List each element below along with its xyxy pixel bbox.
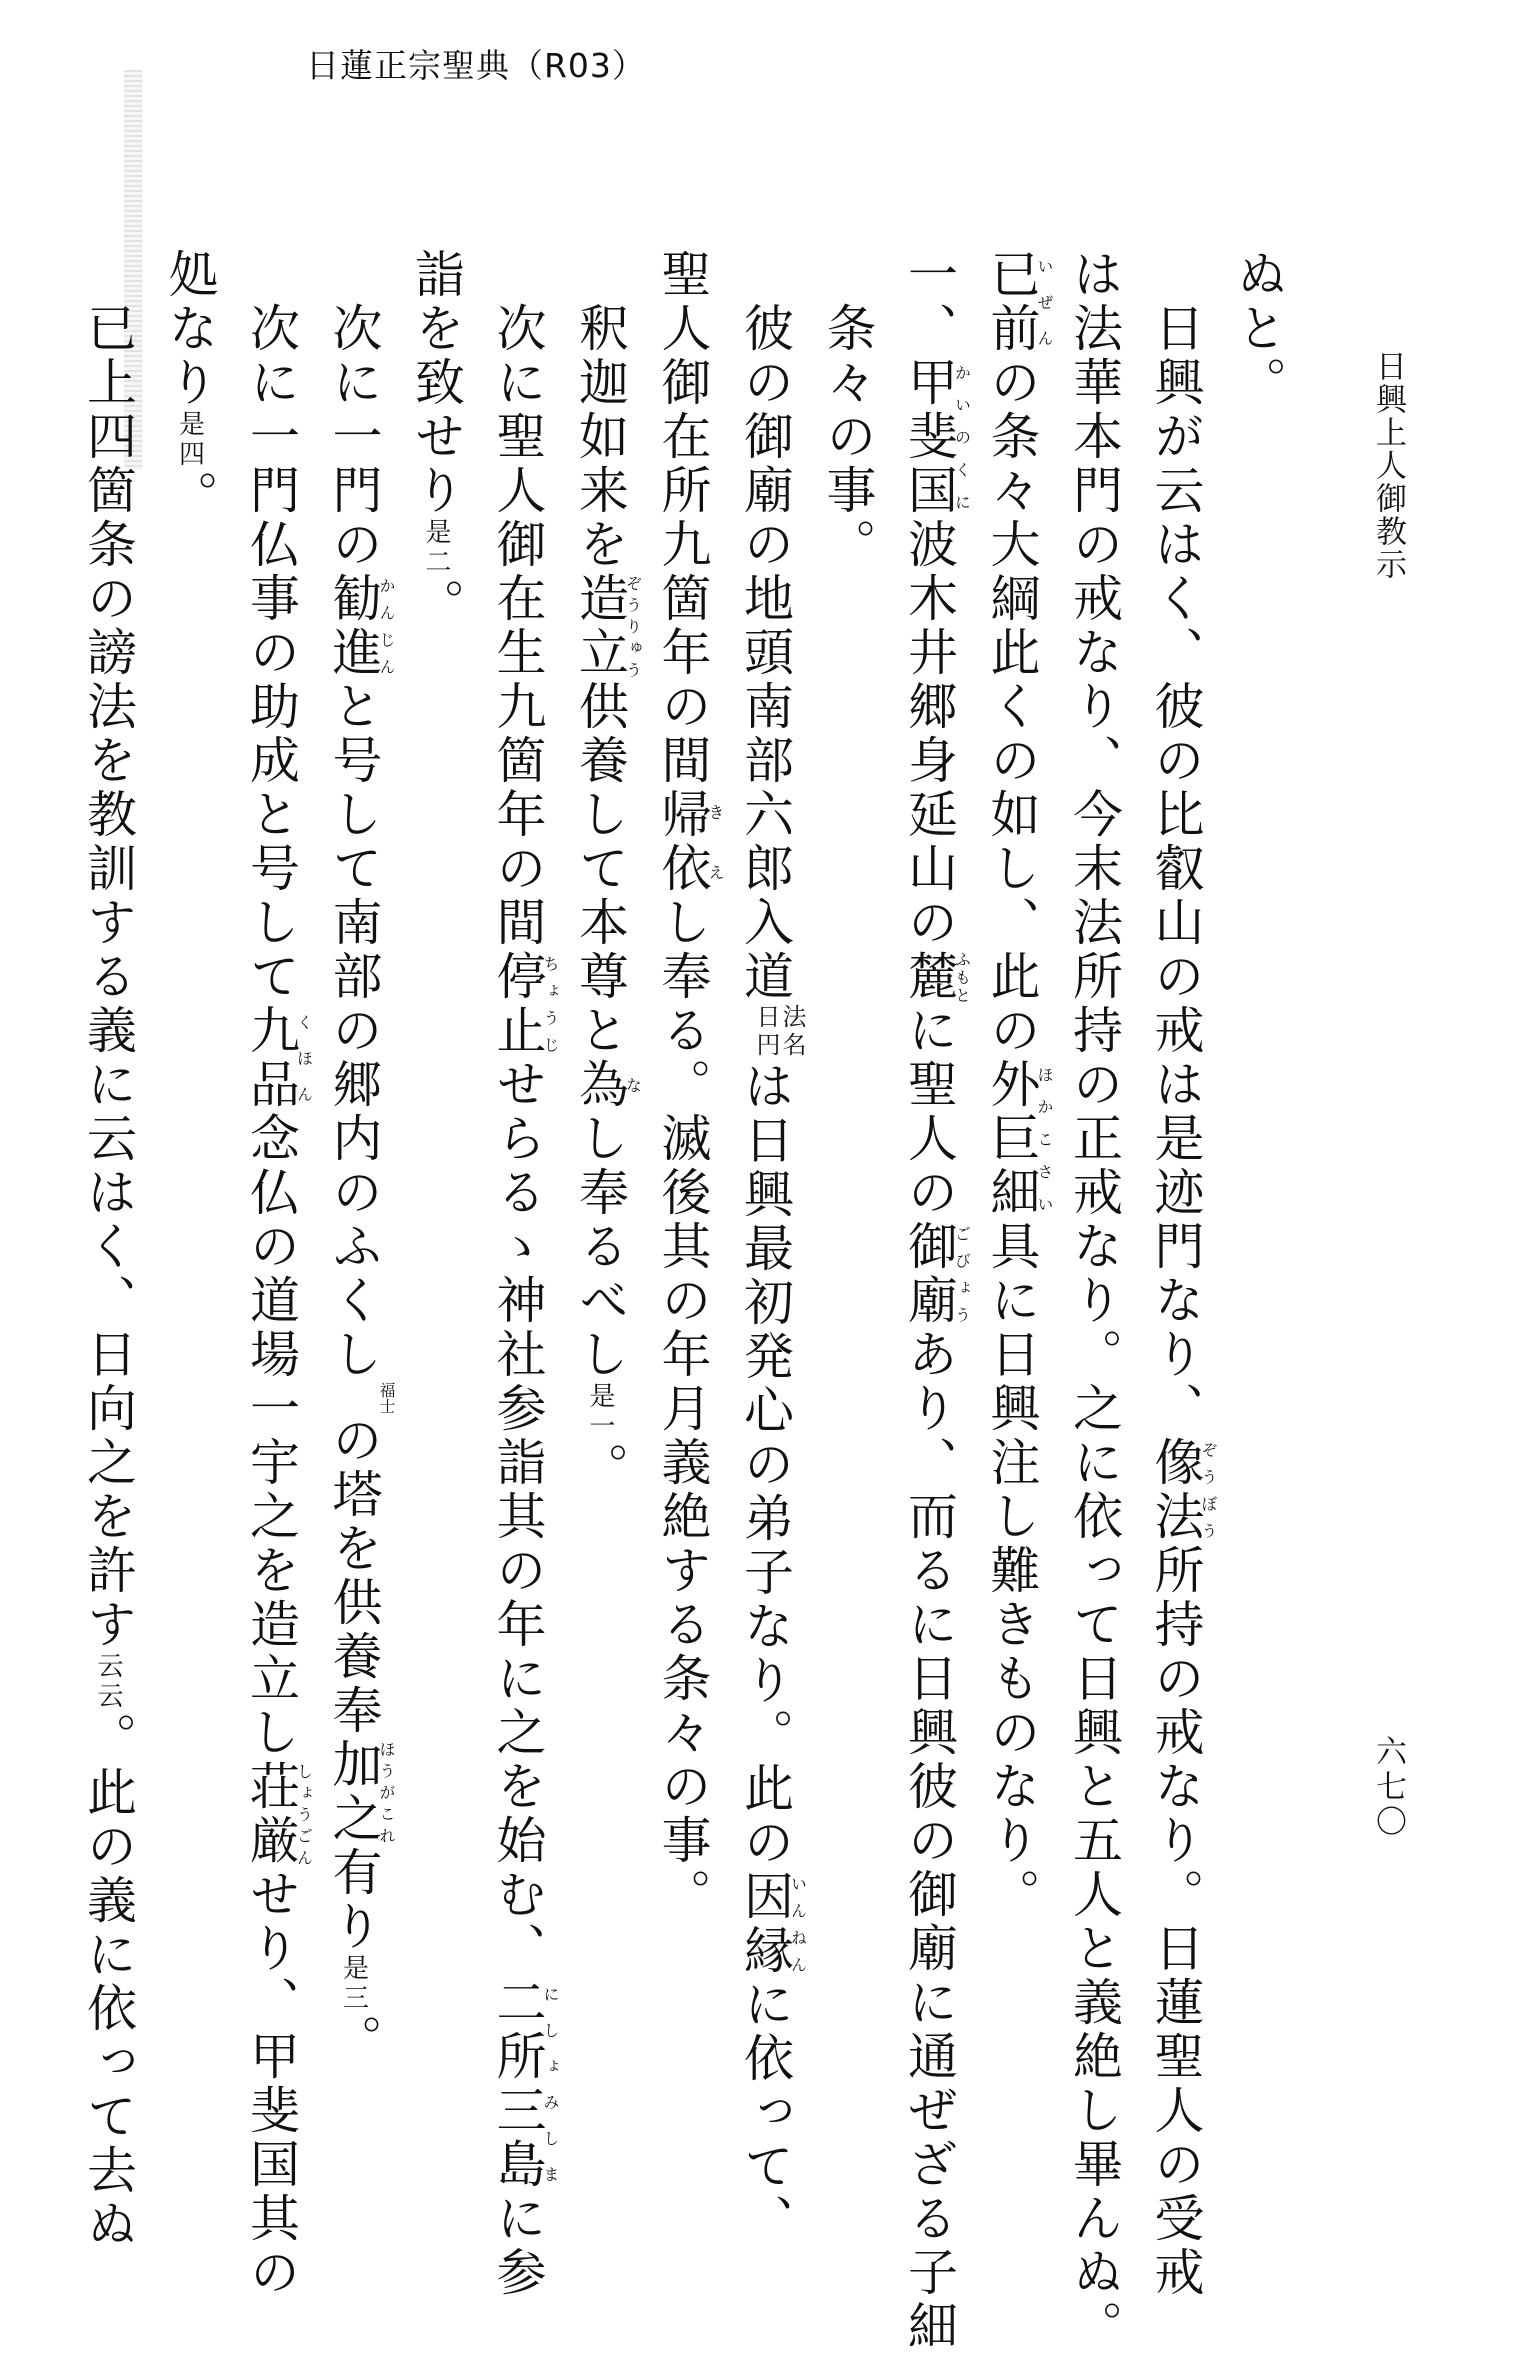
ruby-reading: ちょうじ	[541, 950, 560, 1058]
text-run: せり、甲斐国其の	[242, 1868, 300, 2300]
text-run: 供養して本尊と	[571, 680, 629, 1058]
ruby-text	[571, 1058, 643, 1112]
side-annotation-text: 福士	[377, 1382, 396, 1414]
ruby-base: 甲斐国	[900, 356, 958, 518]
ruby-text	[653, 788, 725, 896]
text-run: は日興最初発心の弟子なり。此の	[736, 1060, 794, 1870]
text-run: 次に一門の	[324, 302, 383, 572]
small-annotation: 云云	[93, 1652, 123, 1712]
text-run: 次に一門仏事の助成と号して	[242, 302, 300, 1004]
text-run: は法華本門の戒なり、今末法所持の正戒なり。之に依って日興と五人と義絶し畢んぬ。	[1065, 248, 1123, 2354]
text-line	[312, 248, 396, 2068]
text-run: せらるゝ神社参詣其の年に之を始む、	[488, 1058, 547, 1976]
inline-note-line: 日円	[752, 1004, 780, 1060]
text-line	[888, 248, 972, 2354]
text-line	[806, 248, 888, 2038]
text-run: 日興が云はく、彼の比叡山の戒は是迹門なり、	[1146, 302, 1205, 1436]
text-line	[559, 248, 642, 2038]
text-run: 所持の戒なり。日蓮聖人の受戒	[1146, 1544, 1205, 2300]
text-run: に参	[488, 2192, 547, 2300]
ruby-base: 為	[571, 1058, 629, 1112]
ruby-reading: しょうごん	[294, 1760, 314, 1868]
ruby-reading: いんねん	[788, 1870, 808, 1978]
text-line	[1217, 248, 1299, 2038]
ruby-reading: かんじん	[377, 572, 396, 680]
ruby-text	[900, 1220, 972, 1328]
ruby-base: 二所三島	[488, 1976, 547, 2192]
ruby-reading: ぞうぼう	[1199, 1436, 1218, 1544]
text-line	[1134, 248, 1218, 2300]
text-run: の条々大綱此くの如し、此の	[982, 356, 1041, 1058]
text-run: ぬと。	[1229, 248, 1287, 410]
ruby-reading: きえ	[706, 788, 725, 896]
text-run: 処なり	[160, 248, 219, 410]
inline-note	[753, 1004, 805, 1060]
text-run: あり、而るに日興彼の御廟に通ぜざる子細	[900, 1328, 958, 2354]
text-line	[395, 248, 477, 2038]
ruby-base: 麓	[900, 950, 958, 1004]
ruby-reading: ふもと	[952, 950, 972, 1004]
small-annotation: 是二	[421, 518, 451, 578]
text-run: 彼の御廟の地頭南部六郎入道	[736, 302, 794, 1004]
ruby-text	[900, 950, 972, 1004]
text-run: し奉るべし	[571, 1112, 629, 1382]
text-run: 。	[160, 470, 219, 524]
ruby-text	[571, 572, 643, 680]
text-line	[67, 248, 149, 2252]
text-line	[724, 248, 808, 2248]
text-run: 一、	[900, 248, 958, 356]
text-run: 已上四箇条の謗法を教訓する義に云はく、日向之を許す	[79, 302, 137, 1652]
text-line	[230, 248, 314, 2300]
text-run: 条々の事。	[818, 302, 877, 572]
text-run: 釈迦如来を	[571, 302, 629, 572]
ruby-text	[1146, 1436, 1218, 1544]
ruby-base: 停止	[488, 950, 547, 1058]
ruby-base: 外巨細	[982, 1058, 1041, 1220]
text-line	[970, 248, 1053, 2038]
ruby-text	[736, 1870, 808, 1978]
ruby-text	[900, 356, 972, 518]
ruby-base: 像法	[1146, 1436, 1205, 1544]
ruby-reading: かいのくに	[952, 356, 972, 518]
ruby-base: 九品	[242, 1004, 300, 1112]
text-run: 次に聖人御在生九箇年の間	[488, 302, 547, 950]
ruby-base: 荘厳	[242, 1760, 300, 1868]
text-run: と号して南部の郷内のふくし	[324, 680, 383, 1382]
text-line	[1053, 248, 1135, 2354]
small-annotation: 是三	[338, 1954, 369, 2014]
ruby-text	[242, 1004, 314, 1112]
running-head: 日興上人御教示	[1370, 350, 1406, 581]
ruby-reading: な	[623, 1058, 643, 1112]
ruby-text	[324, 1738, 396, 1846]
ruby-reading: ごびょう	[952, 1220, 972, 1328]
side-annotation	[325, 1382, 396, 1414]
text-line	[148, 248, 230, 2038]
ruby-reading: ほうがこれ	[377, 1738, 396, 1846]
text-run: 有り	[324, 1846, 383, 1954]
ruby-reading: くほん	[294, 1004, 314, 1112]
ruby-reading: ほかこさい	[1035, 1058, 1054, 1220]
text-run: 波木井郷身延山の	[900, 518, 958, 950]
ruby-reading: ぞうりゅう	[623, 572, 643, 680]
ruby-text	[488, 950, 560, 1058]
ruby-reading: いぜん	[1035, 248, 1054, 356]
text-run: 。	[407, 578, 465, 632]
ruby-base: 勧進	[324, 572, 383, 680]
text-run: 。此の義に依って去ぬ	[79, 1712, 137, 2252]
ruby-reading: にしょみしま	[541, 1976, 560, 2192]
text-run: に聖人の	[900, 1004, 958, 1220]
text-run: 。	[571, 1442, 629, 1496]
ruby-base: 造立	[571, 572, 629, 680]
text-line	[641, 248, 724, 2038]
ruby-text	[982, 248, 1054, 356]
ruby-base: 帰依	[653, 788, 712, 896]
inline-note-line: 法名	[778, 1004, 806, 1060]
text-run: 具に日興注し難きものなり。	[982, 1220, 1041, 1922]
text-run: 聖人御在所九箇年の間	[653, 248, 712, 788]
text-run: 念仏の道場一宇之を造立し	[242, 1112, 300, 1760]
text-run: 詣を致せり	[407, 248, 465, 518]
ruby-base: 御廟	[900, 1220, 958, 1328]
ruby-base: 已前	[982, 248, 1041, 356]
ruby-text	[488, 1976, 560, 2192]
small-annotation: 是四	[174, 410, 205, 470]
text-run: し奉る。滅後其の年月義絶する条々の事。	[653, 896, 712, 1922]
ruby-text	[982, 1058, 1054, 1220]
ruby-text	[242, 1760, 314, 1868]
text-line	[476, 248, 560, 2300]
text-run: 。	[324, 2014, 383, 2068]
text-run: の塔を供養奉	[324, 1414, 383, 1738]
vertical-body-text	[79, 248, 1298, 2354]
page-number: 六七〇	[1370, 1735, 1406, 1840]
text-run: に依って、	[736, 1978, 794, 2248]
book-title: 日蓮正宗聖典（R03）	[306, 46, 646, 85]
ruby-base: 加之	[324, 1738, 383, 1846]
small-annotation: 是一	[585, 1382, 615, 1442]
ruby-base: 因縁	[736, 1870, 794, 1978]
ruby-text	[324, 572, 396, 680]
